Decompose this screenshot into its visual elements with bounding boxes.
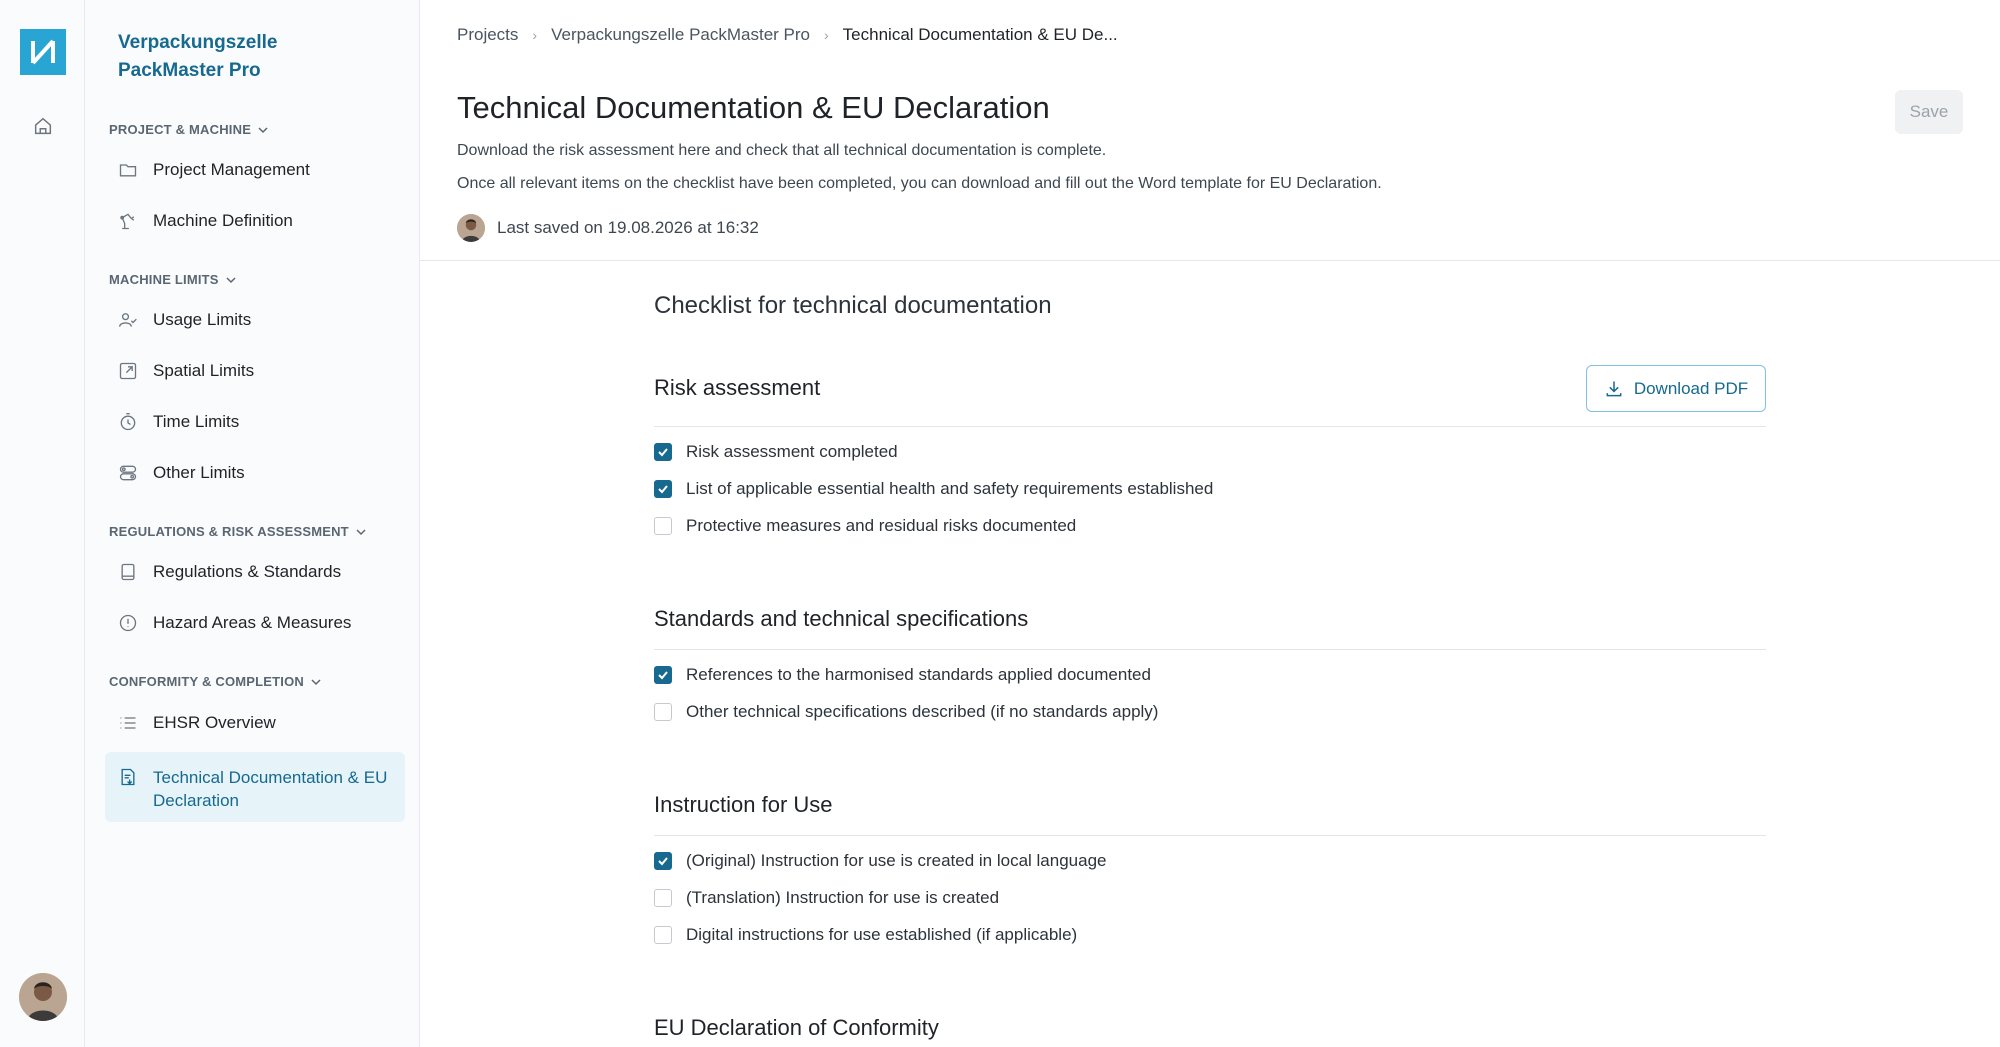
- checklist-item[interactable]: [654, 665, 1151, 685]
- sidebar-item-other-limits[interactable]: [105, 451, 405, 495]
- chevron-down-icon: [355, 526, 367, 538]
- checklist-item[interactable]: [654, 702, 1158, 722]
- users-check-icon: [117, 309, 139, 331]
- page-description-2: Once all relevant items on the checklist have been completed, you can download and fill out the Word template for EU Declaration.: [457, 175, 1382, 192]
- last-saved-info: [457, 214, 759, 242]
- project-name[interactable]: Verpackungszelle PackMaster Pro: [118, 32, 278, 81]
- book-icon: [117, 561, 139, 583]
- main-content: [420, 0, 2000, 1047]
- checklist-item-label: List of applicable essential health and safety requirements established: [686, 479, 1214, 498]
- section-conformity-completion[interactable]: [109, 674, 322, 689]
- folder-icon: [117, 159, 139, 181]
- sidebar-item-regulations-standards[interactable]: [105, 550, 405, 594]
- checkbox-unchecked[interactable]: [654, 703, 672, 721]
- chevron-down-icon: [257, 124, 269, 136]
- download-pdf-label: Download PDF: [1633, 378, 1749, 398]
- document-download-icon: [117, 766, 139, 788]
- section-label: PROJECT & MACHINE: [109, 122, 252, 137]
- section-title-eu-declaration: EU Declaration of Conformity: [654, 1015, 939, 1040]
- section-regulations-risk[interactable]: [109, 524, 367, 539]
- robot-arm-icon: [117, 210, 139, 232]
- last-saved-text: Last saved on 19.08.2026 at 16:32: [497, 218, 759, 237]
- page-description: Download the risk assessment here and check that all technical documentation is complete.: [457, 142, 1107, 159]
- breadcrumb-current: Technical Documentation & EU De...: [842, 25, 1118, 44]
- sidebar-item-label: Usage Limits: [153, 310, 252, 329]
- checklist-item-label: Digital instructions for use established (if applicable): [686, 925, 1078, 944]
- sidebar-item-label: Project Management: [153, 160, 310, 179]
- checkbox-unchecked[interactable]: [654, 517, 672, 535]
- sidebar-item-label: Hazard Areas & Measures: [153, 613, 352, 632]
- chevron-right-icon: ›: [532, 27, 538, 43]
- checklist-item-label: Risk assessment completed: [686, 442, 898, 461]
- sidebar-item-label: Machine Definition: [153, 211, 293, 230]
- app-logo[interactable]: [20, 29, 66, 75]
- section-title-instruction-for-use: Instruction for Use: [654, 792, 833, 817]
- avatar: [457, 214, 485, 242]
- checklist-item-label: References to the harmonised standards applied documented: [686, 665, 1151, 684]
- sidebar-item-ehsr-overview[interactable]: [105, 701, 405, 745]
- sidebar-item-usage-limits[interactable]: [105, 298, 405, 342]
- checkbox-unchecked[interactable]: [654, 889, 672, 907]
- checkbox-checked[interactable]: [654, 852, 672, 870]
- section-label: CONFORMITY & COMPLETION: [109, 674, 305, 689]
- checklist-item-label: Protective measures and residual risks documented: [686, 516, 1077, 535]
- sidebar-item-time-limits[interactable]: [105, 400, 405, 444]
- section-title-standards: Standards and technical specifications: [654, 606, 1029, 631]
- checklist-item[interactable]: [654, 851, 1107, 871]
- checkbox-checked[interactable]: [654, 443, 672, 461]
- breadcrumb-project[interactable]: Verpackungszelle PackMaster Pro: [551, 25, 810, 44]
- list-icon: [117, 712, 139, 734]
- section-machine-limits[interactable]: [109, 272, 237, 287]
- sidebar-item-label: Other Limits: [153, 463, 245, 482]
- sidebar-item-technical-documentation[interactable]: [105, 752, 405, 822]
- divider: [654, 426, 1766, 427]
- section-label: MACHINE LIMITS: [109, 272, 219, 287]
- breadcrumb-projects[interactable]: Projects: [457, 25, 519, 44]
- checklist-item[interactable]: [654, 442, 898, 462]
- checkbox-checked[interactable]: [654, 480, 672, 498]
- alert-circle-icon: [117, 612, 139, 634]
- sidebar: [85, 0, 420, 1047]
- section-project-machine[interactable]: [109, 122, 269, 137]
- chevron-down-icon: [225, 274, 237, 286]
- chevron-down-icon: [310, 676, 322, 688]
- download-pdf-button[interactable]: [1586, 365, 1766, 412]
- sidebar-item-project-management[interactable]: [105, 148, 405, 192]
- section-label: REGULATIONS & RISK ASSESSMENT: [109, 524, 349, 539]
- divider: [654, 649, 1766, 650]
- sidebar-item-hazard-areas[interactable]: [105, 601, 405, 645]
- breadcrumb: [457, 25, 1118, 45]
- app-rail: [0, 0, 85, 1047]
- download-icon: [1604, 379, 1624, 399]
- sidebar-item-label: Technical Documentation & EU Declaration: [153, 768, 388, 810]
- checklist-item[interactable]: [654, 925, 1077, 945]
- checklist-item[interactable]: [654, 888, 999, 908]
- checkbox-unchecked[interactable]: [654, 926, 672, 944]
- sidebar-item-label: Time Limits: [153, 412, 240, 431]
- sidebar-item-label: Spatial Limits: [153, 361, 255, 380]
- save-button[interactable]: Save: [1895, 90, 1963, 134]
- expand-icon: [117, 360, 139, 382]
- chevron-right-icon: ›: [824, 27, 829, 43]
- checklist-item-label: (Translation) Instruction for use is created: [686, 888, 1000, 907]
- stopwatch-icon: [117, 411, 139, 433]
- toggles-icon: [117, 462, 139, 484]
- checklist-title: Checklist for technical documentation: [654, 292, 1052, 319]
- home-icon[interactable]: [30, 113, 56, 139]
- checkbox-checked[interactable]: [654, 666, 672, 684]
- checklist-item[interactable]: [654, 516, 1076, 536]
- sidebar-item-label: Regulations & Standards: [153, 562, 342, 581]
- section-title-risk-assessment: Risk assessment: [654, 375, 821, 400]
- checklist-item-label: Other technical specifications described (if no standards apply): [686, 702, 1159, 721]
- checklist-item[interactable]: [654, 479, 1213, 499]
- checklist-item-label: (Original) Instruction for use is created in local language: [686, 851, 1107, 870]
- sidebar-item-label: EHSR Overview: [153, 713, 276, 732]
- sidebar-item-spatial-limits[interactable]: [105, 349, 405, 393]
- divider: [654, 835, 1766, 836]
- user-avatar[interactable]: [19, 973, 67, 1021]
- sidebar-item-machine-definition[interactable]: [105, 199, 405, 243]
- page-title: Technical Documentation & EU Declaration: [457, 90, 1050, 125]
- divider: [420, 260, 2000, 261]
